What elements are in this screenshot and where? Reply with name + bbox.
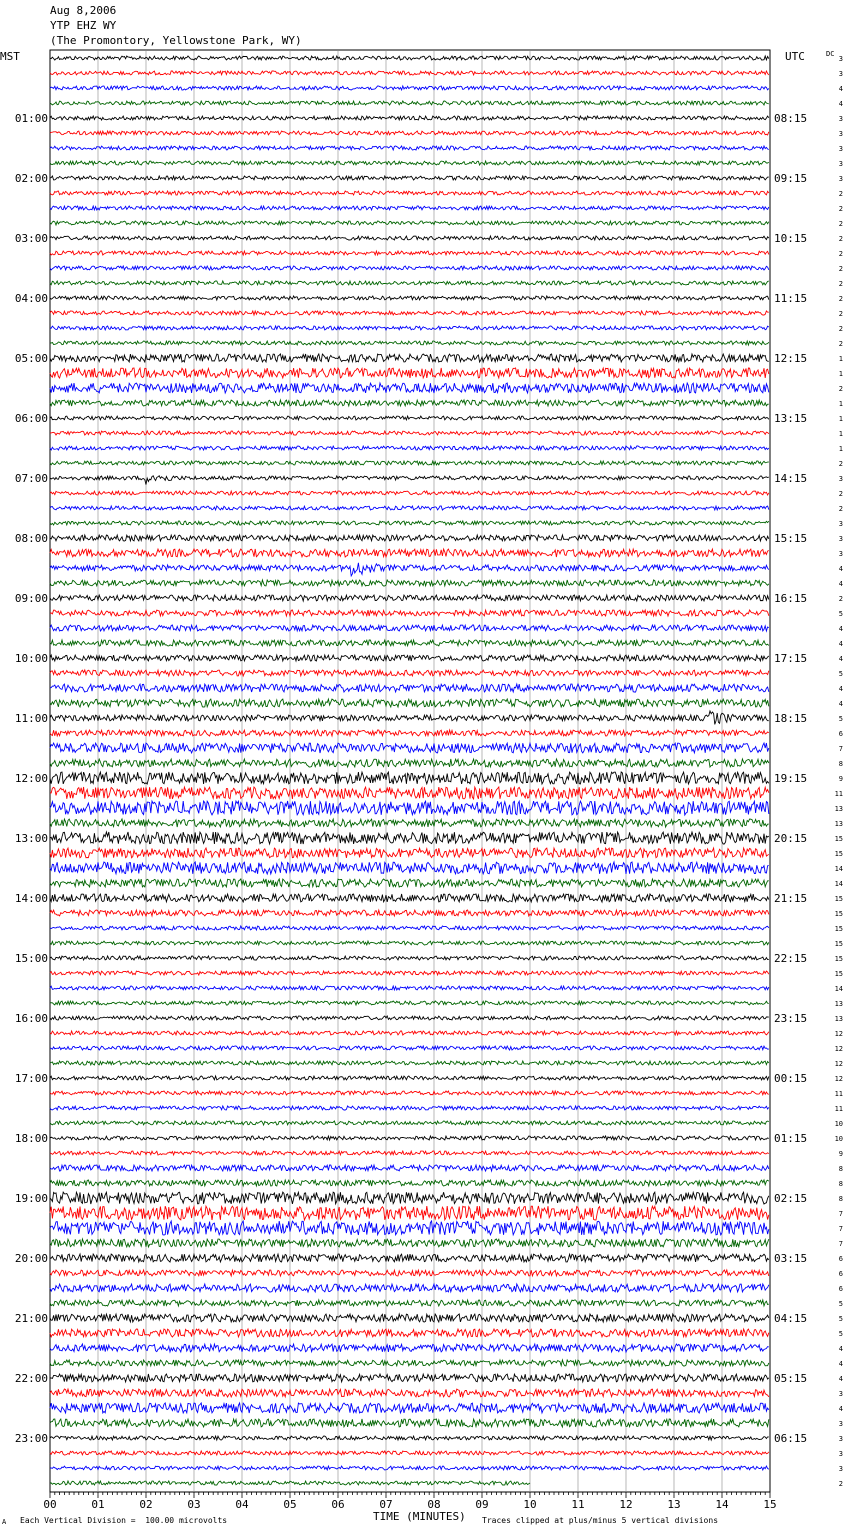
- x-tick-label: 09: [475, 1498, 489, 1511]
- dc-offset-label: 8: [838, 1180, 843, 1188]
- dc-offset-label: 15: [834, 955, 843, 963]
- seismic-trace: [50, 956, 769, 960]
- dc-offset-label: 8: [838, 1165, 843, 1173]
- dc-offset-label: 4: [838, 625, 843, 633]
- dc-offset-label: 2: [838, 490, 843, 498]
- seismic-trace: [50, 1180, 769, 1186]
- hour-label-right: 01:15: [774, 1132, 808, 1145]
- dc-offset-label: 3: [838, 70, 843, 78]
- seismic-trace: [50, 1061, 769, 1065]
- plot-frame: [50, 50, 770, 1492]
- seismic-trace: [50, 326, 769, 330]
- dc-offset-label: 1: [838, 400, 843, 408]
- hour-label-left: 11:00: [14, 712, 48, 725]
- dc-offset-label: 4: [838, 580, 843, 588]
- seismic-trace: [50, 595, 769, 601]
- seismic-trace: [50, 1016, 769, 1020]
- seismic-trace: [50, 655, 769, 661]
- seismic-trace: [50, 191, 769, 195]
- dc-offset-label: 3: [838, 160, 843, 168]
- dc-offset-label: 8: [838, 760, 843, 768]
- seismic-trace: [50, 206, 769, 210]
- dc-offset-label: 4: [838, 1375, 843, 1383]
- dc-offset-label: 13: [834, 805, 843, 813]
- hour-label-left: 01:00: [14, 112, 48, 125]
- dc-offset-label: 6: [838, 730, 843, 738]
- seismic-trace: [50, 743, 769, 753]
- dc-offset-label: 14: [834, 865, 843, 873]
- seismic-trace: [50, 699, 769, 707]
- hour-label-right: 22:15: [774, 952, 808, 965]
- hour-label-right: 05:15: [774, 1372, 808, 1385]
- seismic-trace: [50, 400, 769, 406]
- seismic-trace: [50, 71, 769, 75]
- dc-offset-label: 5: [838, 1300, 843, 1308]
- dc-offset-label: 15: [834, 910, 843, 918]
- hour-label-right: 18:15: [774, 712, 808, 725]
- seismic-trace: [50, 535, 769, 541]
- header-date: Aug 8,2006: [50, 4, 117, 17]
- dc-offset-label: 1: [838, 370, 843, 378]
- seismic-trace: [50, 801, 769, 815]
- hour-label-right: 23:15: [774, 1012, 808, 1025]
- seismic-trace: [50, 521, 769, 525]
- seismic-trace: [50, 848, 769, 858]
- dc-offset-label: 3: [838, 145, 843, 153]
- x-tick-label: 02: [139, 1498, 153, 1511]
- clip-note: Traces clipped at plus/minus 5 vertical divisions: [482, 1516, 719, 1525]
- seismic-trace: [50, 1192, 769, 1204]
- hour-label-right: 08:15: [774, 112, 808, 125]
- seismic-trace: [50, 926, 769, 930]
- seismic-trace: [50, 1091, 769, 1095]
- x-tick-label: 15: [763, 1498, 777, 1511]
- seismic-trace: [50, 354, 769, 362]
- hour-label-left: 18:00: [14, 1132, 48, 1145]
- dc-offset-label: 15: [834, 970, 843, 978]
- dc-offset-label: 6: [838, 1270, 843, 1278]
- seismic-trace: [50, 1001, 769, 1005]
- dc-offset-label: 15: [834, 835, 843, 843]
- dc-offset-label: 4: [838, 655, 843, 663]
- dc-offset-label: 15: [834, 940, 843, 948]
- dc-offset-label: 3: [838, 1450, 843, 1458]
- dc-offset-label: 12: [834, 1075, 843, 1083]
- dc-offset-label: 4: [838, 640, 843, 648]
- dc-offset-label: 13: [834, 1000, 843, 1008]
- hour-label-right: 02:15: [774, 1192, 808, 1205]
- seismic-trace: [50, 1206, 769, 1220]
- scale-note: Each Vertical Division = 100.00 microvolts: [20, 1516, 228, 1525]
- seismic-trace: [50, 772, 769, 784]
- seismic-trace: [50, 1031, 769, 1035]
- seismic-trace: [50, 161, 769, 165]
- dc-offset-label: 11: [834, 790, 843, 798]
- seismic-trace: [50, 1076, 769, 1080]
- seismic-trace: [50, 281, 769, 285]
- dc-offset-label: 3: [838, 1390, 843, 1398]
- dc-offset-label: 7: [838, 1210, 843, 1218]
- dc-offset-label: 14: [834, 985, 843, 993]
- seismic-trace: [50, 1270, 769, 1276]
- seismic-trace: [50, 1121, 769, 1125]
- seismic-trace: [50, 1389, 769, 1397]
- dc-offset-label: 2: [838, 595, 843, 603]
- seismic-trace: [50, 1151, 769, 1155]
- seismic-trace: [50, 491, 769, 495]
- dc-offset-label: 8: [838, 1195, 843, 1203]
- dc-offset-label: 2: [838, 280, 843, 288]
- x-tick-label: 04: [235, 1498, 249, 1511]
- seismic-trace: [50, 1419, 769, 1427]
- dc-offset-label: 2: [838, 505, 843, 513]
- dc-offset-label: 1: [838, 415, 843, 423]
- dc-offset-label: 4: [838, 1345, 843, 1353]
- hour-label-right: 06:15: [774, 1432, 808, 1445]
- dc-offset-label: 5: [838, 715, 843, 723]
- x-tick-label: 01: [91, 1498, 105, 1511]
- seismic-trace: [50, 684, 769, 692]
- hour-label-left: 05:00: [14, 352, 48, 365]
- x-tick-label: 06: [331, 1498, 345, 1511]
- dc-offset-label: 3: [838, 535, 843, 543]
- hour-label-left: 13:00: [14, 832, 48, 845]
- seismic-trace: [50, 446, 769, 450]
- x-tick-label: 13: [667, 1498, 681, 1511]
- seismic-trace: [50, 296, 769, 300]
- dc-offset-label: 4: [838, 700, 843, 708]
- timezone-left-label: MST: [0, 50, 20, 63]
- seismic-trace: [50, 670, 769, 676]
- seismic-trace: [50, 461, 769, 465]
- seismic-trace: [50, 1300, 769, 1306]
- corner-mark: A: [2, 1518, 7, 1526]
- seismic-trace: [50, 1046, 769, 1050]
- dc-offset-label: 2: [838, 205, 843, 213]
- seismic-trace: [50, 787, 769, 799]
- seismic-trace: [50, 832, 769, 844]
- dc-offset-label: 10: [834, 1120, 843, 1128]
- dc-offset-label: 6: [838, 1285, 843, 1293]
- seismic-trace: [50, 416, 769, 420]
- hour-label-right: 00:15: [774, 1072, 808, 1085]
- x-tick-label: 08: [427, 1498, 441, 1511]
- seismic-trace: [50, 431, 769, 435]
- seismic-trace: [50, 266, 769, 270]
- seismic-trace: [50, 759, 769, 767]
- dc-offset-label: 3: [838, 475, 843, 483]
- seismic-trace: [50, 116, 769, 120]
- seismic-trace: [50, 1165, 769, 1171]
- x-tick-label: 07: [379, 1498, 393, 1511]
- seismic-trace: [50, 640, 769, 646]
- dc-offset-label: 9: [838, 775, 843, 783]
- seismic-trace: [50, 910, 769, 916]
- seismic-trace: [50, 176, 769, 180]
- x-tick-label: 00: [43, 1498, 57, 1511]
- dc-offset-label: 2: [838, 1480, 843, 1488]
- dc-offset-label: 3: [838, 550, 843, 558]
- header-location: (The Promontory, Yellowstone Park, WY): [50, 34, 302, 47]
- hour-label-left: 02:00: [14, 172, 48, 185]
- dc-offset-label: 5: [838, 670, 843, 678]
- dc-offset-label: 4: [838, 1405, 843, 1413]
- hour-label-left: 19:00: [14, 1192, 48, 1205]
- dc-offset-label: 7: [838, 1240, 843, 1248]
- hour-label-right: 04:15: [774, 1312, 808, 1325]
- dc-offset-label: 13: [834, 1015, 843, 1023]
- hour-label-right: 15:15: [774, 532, 808, 545]
- dc-offset-label: 2: [838, 295, 843, 303]
- seismic-trace: [50, 1436, 769, 1440]
- seismic-trace: [50, 221, 769, 225]
- dc-offset-label: 2: [838, 235, 843, 243]
- dc-offset-label: 12: [834, 1060, 843, 1068]
- hour-label-left: 10:00: [14, 652, 48, 665]
- seismic-trace: [50, 711, 769, 724]
- dc-offset-label: 13: [834, 820, 843, 828]
- hour-label-left: 08:00: [14, 532, 48, 545]
- seismic-trace: [50, 1374, 769, 1382]
- hour-label-left: 23:00: [14, 1432, 48, 1445]
- seismic-trace: [50, 368, 769, 378]
- dc-offset-label: 2: [838, 265, 843, 273]
- dc-offset-label: 2: [838, 460, 843, 468]
- dc-offset-label: 2: [838, 340, 843, 348]
- dc-offset-label: 7: [838, 1225, 843, 1233]
- hour-label-left: 15:00: [14, 952, 48, 965]
- hour-label-right: 12:15: [774, 352, 808, 365]
- hour-label-right: 11:15: [774, 292, 808, 305]
- hour-label-left: 21:00: [14, 1312, 48, 1325]
- seismic-trace: [50, 1314, 769, 1322]
- seismic-trace: [50, 986, 769, 990]
- hour-label-left: 07:00: [14, 472, 48, 485]
- seismic-trace: [50, 476, 769, 485]
- seismic-trace: [50, 894, 769, 902]
- seismic-trace: [50, 311, 769, 315]
- dc-offset-label: 1: [838, 445, 843, 453]
- seismic-trace: [50, 131, 769, 135]
- dc-offset-label: 5: [838, 1330, 843, 1338]
- x-tick-label: 03: [187, 1498, 201, 1511]
- dc-header: DC: [826, 50, 835, 58]
- dc-offset-label: 4: [838, 100, 843, 108]
- dc-offset-label: 4: [838, 85, 843, 93]
- seismic-trace: [50, 86, 769, 90]
- dc-offset-label: 2: [838, 220, 843, 228]
- hour-label-left: 22:00: [14, 1372, 48, 1385]
- seismic-trace: [50, 1344, 769, 1352]
- seismic-trace: [50, 879, 769, 887]
- seismic-trace: [50, 1329, 769, 1337]
- seismic-trace: [50, 1451, 769, 1455]
- hour-label-right: 13:15: [774, 412, 808, 425]
- dc-offset-label: 2: [838, 190, 843, 198]
- seismic-trace: [50, 506, 769, 510]
- dc-offset-label: 3: [838, 1420, 843, 1428]
- hour-label-right: 03:15: [774, 1252, 808, 1265]
- x-tick-label: 05: [283, 1498, 297, 1511]
- dc-offset-label: 2: [838, 250, 843, 258]
- dc-offset-label: 4: [838, 685, 843, 693]
- seismic-trace: [50, 1106, 769, 1110]
- hour-label-left: 09:00: [14, 592, 48, 605]
- seismic-trace: [50, 819, 769, 827]
- seismic-trace: [50, 1239, 769, 1247]
- hour-label-right: 21:15: [774, 892, 808, 905]
- hour-label-left: 04:00: [14, 292, 48, 305]
- hour-label-left: 17:00: [14, 1072, 48, 1085]
- dc-offset-label: 3: [838, 520, 843, 528]
- dc-offset-label: 7: [838, 745, 843, 753]
- hour-label-left: 06:00: [14, 412, 48, 425]
- dc-offset-label: 12: [834, 1045, 843, 1053]
- hour-label-left: 16:00: [14, 1012, 48, 1025]
- dc-offset-label: 4: [838, 565, 843, 573]
- dc-offset-label: 3: [838, 55, 843, 63]
- dc-offset-label: 3: [838, 175, 843, 183]
- header-station: YTP EHZ WY: [50, 19, 117, 32]
- hour-label-left: 03:00: [14, 232, 48, 245]
- dc-offset-label: 15: [834, 850, 843, 858]
- seismic-trace: [50, 1466, 769, 1470]
- seismic-trace: [50, 941, 769, 945]
- dc-offset-label: 1: [838, 430, 843, 438]
- dc-offset-label: 5: [838, 610, 843, 618]
- dc-offset-label: 11: [834, 1090, 843, 1098]
- hour-label-right: 10:15: [774, 232, 808, 245]
- dc-offset-label: 2: [838, 310, 843, 318]
- x-tick-label: 14: [715, 1498, 729, 1511]
- seismic-trace: [50, 251, 769, 255]
- dc-offset-label: 3: [838, 115, 843, 123]
- dc-offset-label: 3: [838, 1435, 843, 1443]
- hour-label-right: 17:15: [774, 652, 808, 665]
- hour-label-left: 20:00: [14, 1252, 48, 1265]
- seismic-trace: [50, 101, 769, 105]
- seismic-trace: [50, 56, 769, 60]
- hour-label-right: 16:15: [774, 592, 808, 605]
- x-tick-label: 12: [619, 1498, 633, 1511]
- dc-offset-label: 2: [838, 385, 843, 393]
- seismic-trace: [50, 383, 769, 393]
- seismic-trace: [50, 862, 769, 874]
- dc-offset-label: 4: [838, 1360, 843, 1368]
- x-axis-title: TIME (MINUTES): [373, 1510, 466, 1523]
- seismic-trace: [50, 1221, 769, 1235]
- seismic-trace: [50, 610, 769, 616]
- timezone-right-label: UTC: [785, 50, 805, 63]
- seismic-trace: [50, 563, 769, 576]
- seismic-trace: [50, 1254, 769, 1262]
- hour-label-left: 14:00: [14, 892, 48, 905]
- dc-offset-label: 3: [838, 1465, 843, 1473]
- seismic-trace: [50, 1284, 769, 1292]
- seismic-trace: [50, 1136, 769, 1140]
- dc-offset-label: 1: [838, 355, 843, 363]
- dc-offset-label: 10: [834, 1135, 843, 1143]
- dc-offset-label: 3: [838, 130, 843, 138]
- dc-offset-label: 6: [838, 1255, 843, 1263]
- dc-offset-label: 11: [834, 1105, 843, 1113]
- x-tick-label: 10: [523, 1498, 537, 1511]
- hour-label-right: 09:15: [774, 172, 808, 185]
- dc-offset-label: 15: [834, 895, 843, 903]
- x-tick-label: 11: [571, 1498, 585, 1511]
- dc-offset-label: 15: [834, 925, 843, 933]
- seismic-trace: [50, 1360, 769, 1366]
- seismic-trace: [50, 549, 769, 557]
- seismic-trace: [50, 580, 769, 586]
- hour-label-right: 19:15: [774, 772, 808, 785]
- seismic-trace: [50, 971, 769, 975]
- seismic-trace: [50, 146, 769, 150]
- hour-label-right: 14:15: [774, 472, 808, 485]
- seismic-trace: [50, 730, 769, 736]
- dc-offset-label: 12: [834, 1030, 843, 1038]
- seismic-trace: [50, 625, 769, 631]
- hour-label-right: 20:15: [774, 832, 808, 845]
- dc-offset-label: 2: [838, 325, 843, 333]
- dc-offset-label: 5: [838, 1315, 843, 1323]
- seismic-trace: [50, 236, 769, 240]
- seismic-trace: [50, 341, 769, 345]
- hour-label-left: 12:00: [14, 772, 48, 785]
- dc-offset-label: 9: [838, 1150, 843, 1158]
- dc-offset-label: 14: [834, 880, 843, 888]
- seismic-trace: [50, 1403, 769, 1413]
